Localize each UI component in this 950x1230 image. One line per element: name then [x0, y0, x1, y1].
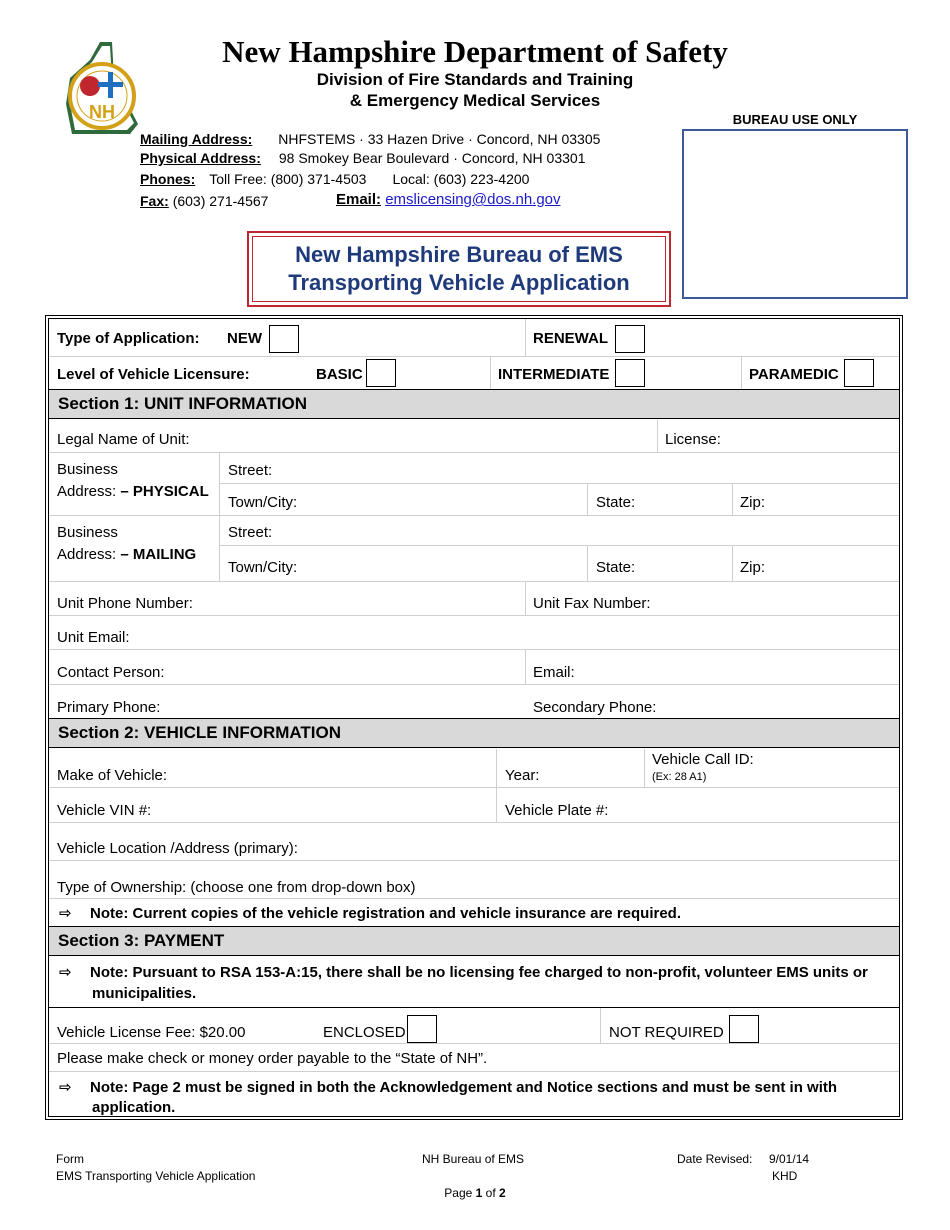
paramedic-checkbox[interactable] — [844, 359, 874, 387]
department-title: New Hampshire Department of Safety — [222, 34, 728, 69]
vin-row — [49, 788, 899, 823]
contact-person-label: Contact Person: — [57, 664, 165, 681]
unit-email-row — [49, 616, 899, 650]
level-label: Level of Vehicle Licensure: — [57, 366, 250, 383]
payable-note: Please make check or money order payable to the “State of NH”. — [57, 1050, 488, 1067]
address-physical-label: Address: – PHYSICAL — [57, 483, 209, 500]
arrow-icon: ⇨ — [59, 964, 72, 981]
vin-label: Vehicle VIN #: — [57, 802, 152, 819]
footer-bureau: NH Bureau of EMS — [422, 1152, 525, 1166]
mailing-address: Mailing Address: NHFSTEMS · 33 Hazen Drive · Concord, NH 03305 — [140, 131, 601, 147]
location-row — [49, 823, 899, 861]
fee-note-line-1: Note: Pursuant to RSA 153-A:15, there shall be no licensing fee charged to non-profit, volunteer EMS units or — [90, 964, 868, 981]
unit-email-label: Unit Email: — [57, 629, 130, 646]
arrow-icon: ⇨ — [59, 1079, 72, 1096]
section-2-header: Section 2: VEHICLE INFORMATION — [49, 719, 899, 748]
new-checkbox[interactable] — [269, 325, 299, 353]
physical-address-row — [49, 453, 899, 516]
ownership-row — [49, 861, 899, 899]
contact-email-label: Email: — [533, 664, 575, 681]
physical-town-label: Town/City: — [228, 494, 298, 511]
division-line-1: Division of Fire Standards and Training — [316, 70, 634, 89]
unit-fax-label: Unit Fax Number: — [533, 595, 651, 612]
enclosed-checkbox[interactable] — [407, 1015, 437, 1043]
svg-text:NH: NH — [89, 102, 115, 122]
payable-row — [49, 1044, 899, 1072]
type-of-application-row — [49, 319, 899, 357]
address-mailing-label: Address: – MAILING — [57, 546, 197, 563]
page-number: Page 1 of 2 — [444, 1186, 506, 1200]
basic-label: BASIC — [316, 366, 363, 383]
intermediate-label: INTERMEDIATE — [498, 366, 610, 383]
footer-form-label: Form — [56, 1152, 84, 1166]
bureau-use-box — [682, 129, 908, 299]
fee-label: Vehicle License Fee: $20.00 — [57, 1024, 246, 1041]
mailing-street-label: Street: — [228, 524, 273, 541]
fee-row — [49, 1008, 899, 1044]
phones: Phones: Toll Free: (800) 371-4503 Local: (603) 223-4200 — [140, 171, 530, 187]
level-of-licensure-row — [49, 356, 899, 390]
ownership-label: Type of Ownership: (choose one from drop-down box) — [57, 879, 416, 896]
bureau-use-label: BUREAU USE ONLY — [732, 112, 858, 127]
paramedic-label: PARAMEDIC — [749, 366, 839, 383]
call-id-label: Vehicle Call ID: — [652, 751, 754, 768]
year-label: Year: — [505, 767, 540, 784]
call-id-example: (Ex: 28 A1) — [652, 771, 707, 783]
legal-name-row — [49, 420, 899, 453]
footer-initials: KHD — [772, 1169, 798, 1183]
business-label-mailing: Business — [57, 524, 118, 541]
type-label: Type of Application: — [57, 330, 200, 347]
renewal-checkbox[interactable] — [615, 325, 645, 353]
mailing-zip-label: Zip: — [740, 559, 766, 576]
mailing-town-label: Town/City: — [228, 559, 298, 576]
footer-form-name: EMS Transporting Vehicle Application — [56, 1169, 256, 1183]
make-row — [49, 749, 899, 788]
signature-note-line-2: application. — [92, 1099, 176, 1116]
physical-address: Physical Address: 98 Smokey Bear Boulevard · Concord, NH 03301 — [140, 150, 586, 166]
section-1-header: Section 1: UNIT INFORMATION — [49, 390, 899, 419]
section-3-header: Section 3: PAYMENT — [49, 927, 899, 956]
application-form — [45, 315, 903, 1120]
mailing-state-label: State: — [596, 559, 636, 576]
legal-name-label: Legal Name of Unit: — [57, 431, 190, 448]
form-title-box — [247, 231, 671, 307]
contact-row — [49, 650, 899, 685]
location-label: Vehicle Location /Address (primary): — [57, 840, 298, 857]
fee-note-row — [49, 957, 899, 1008]
basic-checkbox[interactable] — [366, 359, 396, 387]
signature-note-line-1: Note: Page 2 must be signed in both the Acknowledgement and Notice sections and must be sent in with — [90, 1079, 838, 1096]
form-title-line-2: Transporting Vehicle Application — [288, 270, 630, 295]
unit-phone-label: Unit Phone Number: — [57, 595, 193, 612]
license-label: License: — [665, 431, 721, 448]
enclosed-label: ENCLOSED — [323, 1024, 406, 1041]
signature-note-row — [49, 1072, 899, 1116]
footer-revised-date: 9/01/14 — [769, 1152, 810, 1166]
physical-street-label: Street: — [228, 462, 273, 479]
not-required-checkbox[interactable] — [729, 1015, 759, 1043]
intermediate-checkbox[interactable] — [615, 359, 645, 387]
phone-row — [49, 685, 899, 719]
make-label: Make of Vehicle: — [57, 767, 168, 784]
secondary-phone-label: Secondary Phone: — [533, 699, 657, 716]
fax: Fax: (603) 271-4567 — [140, 193, 269, 209]
unit-phone-row — [49, 582, 899, 616]
form-title-line-1: New Hampshire Bureau of EMS — [295, 242, 623, 267]
arrow-icon: ⇨ — [59, 905, 72, 922]
division-line-2: & Emergency Medical Services — [349, 91, 601, 110]
physical-zip-label: Zip: — [740, 494, 766, 511]
business-label-physical: Business — [57, 461, 118, 478]
new-label: NEW — [227, 330, 262, 347]
fee-note-line-2: municipalities. — [92, 985, 197, 1002]
physical-state-label: State: — [596, 494, 636, 511]
email-contact: Email: emslicensing@dos.nh.gov — [336, 191, 561, 208]
renewal-label: RENEWAL — [533, 330, 608, 347]
mailing-address-row — [49, 516, 899, 582]
footer-revised-label: Date Revised: — [677, 1152, 753, 1166]
email-link[interactable]: emslicensing@dos.nh.gov — [385, 191, 561, 208]
not-required-label: NOT REQUIRED — [609, 1024, 724, 1041]
plate-label: Vehicle Plate #: — [505, 802, 609, 819]
registration-note: Note: Current copies of the vehicle registration and vehicle insurance are required. — [90, 905, 681, 922]
registration-note-row — [49, 899, 899, 927]
primary-phone-label: Primary Phone: — [57, 699, 161, 716]
